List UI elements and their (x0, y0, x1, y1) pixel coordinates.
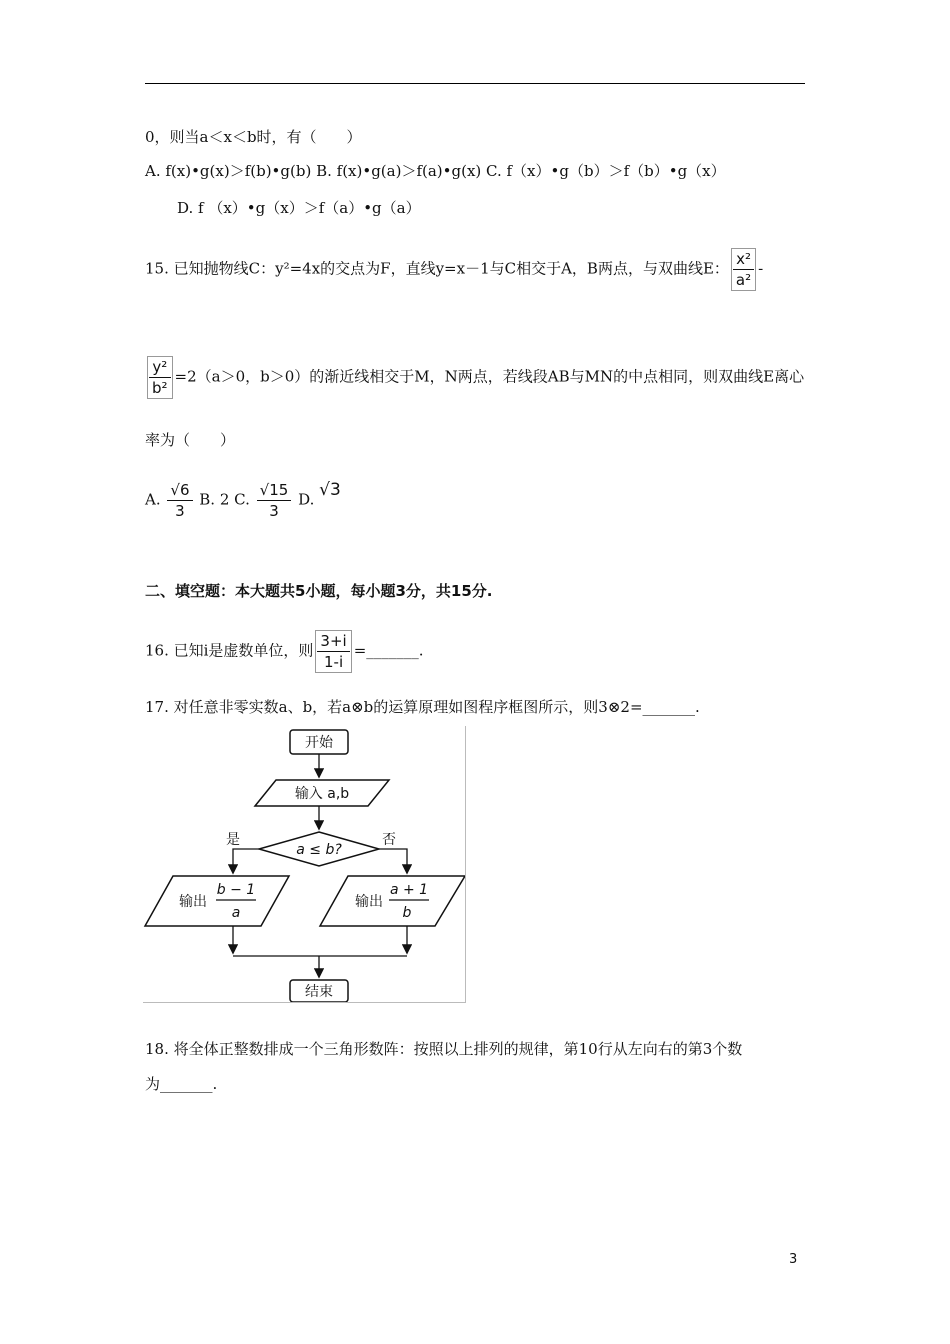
q15-optB: B. 2 C. (199, 490, 250, 509)
flow-input-label: 输入 a,b (294, 786, 350, 802)
flow-output-right-den: b (402, 905, 412, 921)
q16-frac: $\frac{3+i}{1-i}$ (315, 630, 351, 673)
flowchart (143, 726, 466, 1003)
q16-text: 16. 已知i是虚数单位，则 (145, 641, 314, 660)
q15-text1: 15. 已知抛物线C：y²=4x的交点为F，直线y=x－1与C相交于A，B两点，与双曲线E： (145, 259, 729, 278)
q15-optC-frac: $\frac{√15}{3}$ (257, 480, 292, 521)
q15-optD-label: D. (298, 490, 315, 509)
q15-minus: - (758, 259, 764, 278)
section-heading-fill-in: 二、填空题：本大题共5小题，每小题3分，共15分. (145, 582, 493, 600)
flow-output-left-den: a (231, 905, 241, 921)
flow-end-label: 结束 (305, 984, 333, 1000)
q15-line3: 率为（ ） (145, 431, 236, 449)
flow-yes-label: 是 (226, 832, 240, 848)
q16-line (145, 630, 424, 673)
q15-text2: =2（a＞0，b＞0）的渐近线相交于M，N两点，若线段AB与MN的中点相同，则双曲线E离心 (174, 367, 805, 386)
q18-line1: 18. 将全体正整数排成一个三角形数阵：按照以上排列的规律，第10行从左向右的第3个数 (145, 1040, 743, 1058)
flow-output-left-num: b − 1 (216, 882, 256, 898)
q15-line1 (145, 248, 763, 291)
flow-start-label: 开始 (305, 735, 333, 751)
flow-arrow-no (379, 849, 407, 872)
q15-frac-x2-a2: $\frac{\text{x²}}{\text{a²}}$ (731, 248, 756, 291)
flow-output-left-label: 输出 (179, 894, 207, 910)
flow-output-right-label: 输出 (355, 894, 383, 910)
q15-options (145, 480, 341, 521)
flow-no-label: 否 (382, 832, 396, 848)
q15-optD-value: √3 (319, 480, 341, 500)
q15-optA-frac: $\frac{√6}{3}$ (167, 480, 192, 521)
q16-tail: =_______. (353, 641, 424, 660)
flow-decision-label: a ≤ b? (296, 842, 342, 858)
q18-line2: 为_______. (145, 1075, 218, 1093)
q14-options-abc: A. f(x)•g(x)＞f(b)•g(b) B. f(x)•g(a)＞f(a)•g(x) C. f（x）•g（b）＞f（b）•g（x） (145, 162, 726, 180)
flow-output-right-num: a + 1 (389, 882, 429, 898)
q17-line: 17. 对任意非零实数a、b，若a⊗b的运算原理如图程序框图所示，则3⊗2=_______. (145, 698, 700, 716)
q15-line2 (145, 356, 804, 399)
q15-frac-y2-b2: $\frac{\text{y²}}{\text{b²}}$ (147, 356, 173, 399)
page-number: 3 (789, 1252, 798, 1267)
flow-arrow-yes (233, 849, 259, 872)
header-rule (145, 83, 805, 84)
q14-continuation: 0，则当a＜x＜b时，有（ ） (145, 128, 362, 146)
q15-optA-label: A. (145, 490, 161, 509)
q14-option-d: D. f （x）•g（x）＞f（a）•g（a） (177, 199, 421, 217)
